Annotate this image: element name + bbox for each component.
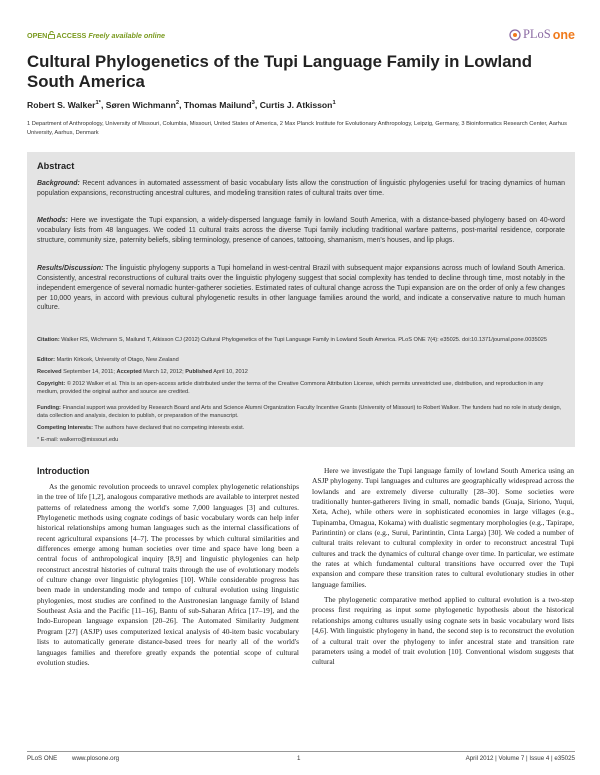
editor-text: Martin Kirkcek, University of Otago, New Zealand — [56, 357, 179, 363]
accepted-date: March 12, 2012; — [143, 369, 184, 375]
funding-text: Financial support was provided by Research Board and Arts and Science Alumni Organization Faculty Incentive Grants (University of Missouri) to Robert Walker. The funders had no role in study design, data collection and analysis, decision to publish, or preparation of the manuscript. — [37, 405, 562, 420]
intro-left-column — [37, 482, 299, 668]
footer-site-link[interactable]: www.plosone.org — [72, 755, 120, 762]
editor-label: Editor: — [37, 357, 56, 363]
journal-header — [27, 27, 575, 44]
intro-paragraph: The phylogenetic comparative method applied to cultural evolution is a two-step process first requiring as input some phylogenetic hypothesis about the historical relationships among cultures usually using cognate sets in basic vocabulary word lists [4,6]. With linguistic phylogeny in hand, the second step is to reconstruct the evolution of a cultural trait over the phylogeny to infer ancestral state and transition rate parameters using a model of trait evolution [10]. Conventional wisdom suggests that cultural — [312, 595, 574, 667]
received-date: September 14, 2011; — [63, 369, 115, 375]
plos-one-logo — [509, 27, 575, 42]
oa-suffix: ACCESS — [56, 31, 87, 40]
abstract-heading: Abstract — [37, 161, 75, 171]
citation-label: Citation: — [37, 337, 60, 343]
funding-label: Funding: — [37, 405, 61, 411]
abstract-background — [37, 179, 565, 199]
abstract-results — [37, 264, 565, 313]
oa-prefix: OPEN — [27, 31, 48, 40]
open-access-label — [27, 31, 165, 40]
footer-page-number: 1 — [297, 755, 301, 762]
editor — [37, 356, 565, 364]
published-date: April 10, 2012 — [213, 369, 248, 375]
author-list: Robert S. Walker$^{1*}$, Søren Wichmann$^2$, Thomas Mailund$^3$, Curtis J. Atkisson$^1$ — [27, 100, 336, 110]
author-sup: 1* — [95, 100, 101, 107]
freely-available-label: Freely available online — [88, 31, 166, 40]
dates — [37, 368, 565, 376]
intro-right-column — [312, 466, 574, 668]
citation — [37, 336, 565, 344]
published-label: Published — [185, 369, 213, 375]
plos-logo-icon — [509, 29, 521, 41]
article-title: Cultural Phylogenetics of the Tupi Language Family in Lowland South America — [27, 52, 533, 91]
funding — [37, 404, 565, 420]
email-link[interactable]: walkerro@missouri.edu — [59, 437, 119, 443]
intro-paragraph: Here we investigate the Tupi language family of lowland South America using an ASJP phylogeny. Tupi languages and cultures are geographically widespread across the lowlands and are extremely diverse culturally [28–30]. Some societies were traditionally hunter-gatherers living in small, nomadic bands (Guaja, Siriono, Yuqui, Xeta, Ache), while others were in sophisticated economies in large villages (e.g., Tupinamba, Omagua, Kokama) with dualistic segmentary morphologies (e.g., Tapirape, Parintintin) or clans (e.g., Surui, Parintintin, Cinta Larga) [30]. We coded a number of cultural traits relevant to cultural complexity in order to reconstruct ancestral Tupi cultures and track the dynamics of cultural change over time. In particular, we estimate the rates at which fundamental cultural transitions have occurred over the Tupi expansion and compare these transition rates to cultural evolutionary studies in other language families. — [312, 466, 574, 589]
competing-text: The authors have declared that no competing interests exist. — [94, 425, 245, 431]
brand-one: one — [552, 27, 575, 42]
author-name: Thomas Mailund — [183, 100, 252, 110]
author-name: Curtis J. Atkisson — [259, 100, 333, 110]
author-name: Robert S. Walker — [27, 100, 96, 110]
competing-interests — [37, 424, 565, 432]
results-text: The linguistic phylogeny supports a Tupi homeland in west-central Brazil with subsequent major expansions across much of lowland South America. Consistently, ancestral reconstructions of cultural traits over the linguistic phylogeny suggest that social complexity has tended to decline through time, most notably in the independent emergence of several nomadic hunter-gatherer societies. Estimated rates of cultural change across the Tupi expansion are on the order of only a few changes per 10,000 years, in accord with previous cultural phylogenetic results in other language families around the world, and indicate a conservative nature to much human culture. — [37, 265, 565, 312]
brand-plos: PLoS — [522, 27, 551, 41]
introduction-heading: Introduction — [37, 466, 90, 476]
footer-rule — [27, 751, 575, 752]
copyright-label: Copyright: — [37, 381, 66, 387]
competing-label: Competing Interests: — [37, 425, 93, 431]
accepted-label: Accepted — [116, 369, 142, 375]
footer-issue: April 2012 | Volume 7 | Issue 4 | e35025 — [465, 755, 575, 762]
abstract-box — [27, 152, 575, 447]
open-lock-icon — [48, 31, 55, 39]
copyright-text: © 2012 Walker et al. This is an open-access article distributed under the terms of the Creative Commons Attribution License, which permits unrestricted use, distribution, and reproduction in any medium, provided the original author and source are credited. — [37, 381, 544, 396]
methods-text: Here we investigate the Tupi expansion, a widely-dispersed language family in lowland South America, with a distance-based phylogeny based on 40-word vocabulary lists from 48 languages. We coded 11 cultural traits across the diverse Tupi family including traditional warfare patterns, post-marital residence, corporate structure, community size, paternity beliefs, sibling terminology, presence of canoes, tattooing, shamanism, men's houses, and lip plugs. — [37, 217, 565, 244]
copyright — [37, 380, 565, 396]
background-label: Background: — [37, 180, 80, 187]
author-sup: 2 — [175, 100, 180, 107]
abstract-methods — [37, 216, 565, 246]
author-sup: 3 — [251, 100, 255, 107]
methods-label: Methods: — [37, 217, 68, 224]
email-label: * E-mail: — [37, 437, 59, 443]
email — [37, 436, 565, 444]
results-label: Results/Discussion: — [37, 265, 104, 272]
affiliations: 1 Department of Anthropology, University of Missouri, Columbia, Missouri, United States of America, 2 Max Planck Institute for Evolutionary Anthropology, Leipzig, Germany, 3 Bioinformatics Research Center, Aarhus University, Aarhus, Denmark — [27, 121, 567, 137]
intro-paragraph: As the genomic revolution proceeds to unravel complex phylogenetic relationships in the tree of life [1,2], analogous comparative methods are available to interpret nested patterns of relatedness among the world's some 7,000 languages [3] and cultures. Phylogenetic methods using cognate codings of basic vocabulary words can help infer historical relationships among human languages such as the internal classifications of recent agricultural expansions [4–7]. The processes by which cultural similarities and differences emerge among human societies over time and space have long been a central focus of anthropological inquiry [8,9] and linguistic phylogenies can help reconstruct ancestral histories of cultural traits through the use of evolutionary models of culture change over linguistic phylogenies [10]. While considerable progress has been made in understanding mode and tempo of cultural evolution using linguistic phylogenies, most studies are confined to the Austronesian language family of Island Southeast Asia and the Pacific [11–16], Bantu of sub-Saharan Africa [17–19], and the Indo-European language expansion [20–26]. The Automated Similarity Judgment Program [27] (ASJP) uses computerized lexical analysis of 40-item basic vocabulary lists to automatically generate distance-based trees for nearly all of the world's languages families and therefore greatly expands the potential scope of cultural evolution studies. — [37, 482, 299, 667]
background-text: Recent advances in automated assessment of basic vocabulary lists allow the construction of linguistic phylogenies useful for tracing dynamics of human population expansions, reconstructing ancestral cultures, and modeling transition rates of cultural traits over time. — [37, 180, 565, 197]
author-sup: 1 — [332, 100, 336, 107]
received-label: Received — [37, 369, 62, 375]
footer-journal: PLoS ONE — [27, 755, 58, 762]
citation-text: Walker RS, Wichmann S, Mailund T, Atkisson CJ (2012) Cultural Phylogenetics of the Tupi Language Family in Lowland South America. PLoS ONE 7(4): e35025. doi:10.1371/journal.pone.0035025 — [61, 337, 547, 343]
author-name: Søren Wichmann — [105, 100, 176, 110]
